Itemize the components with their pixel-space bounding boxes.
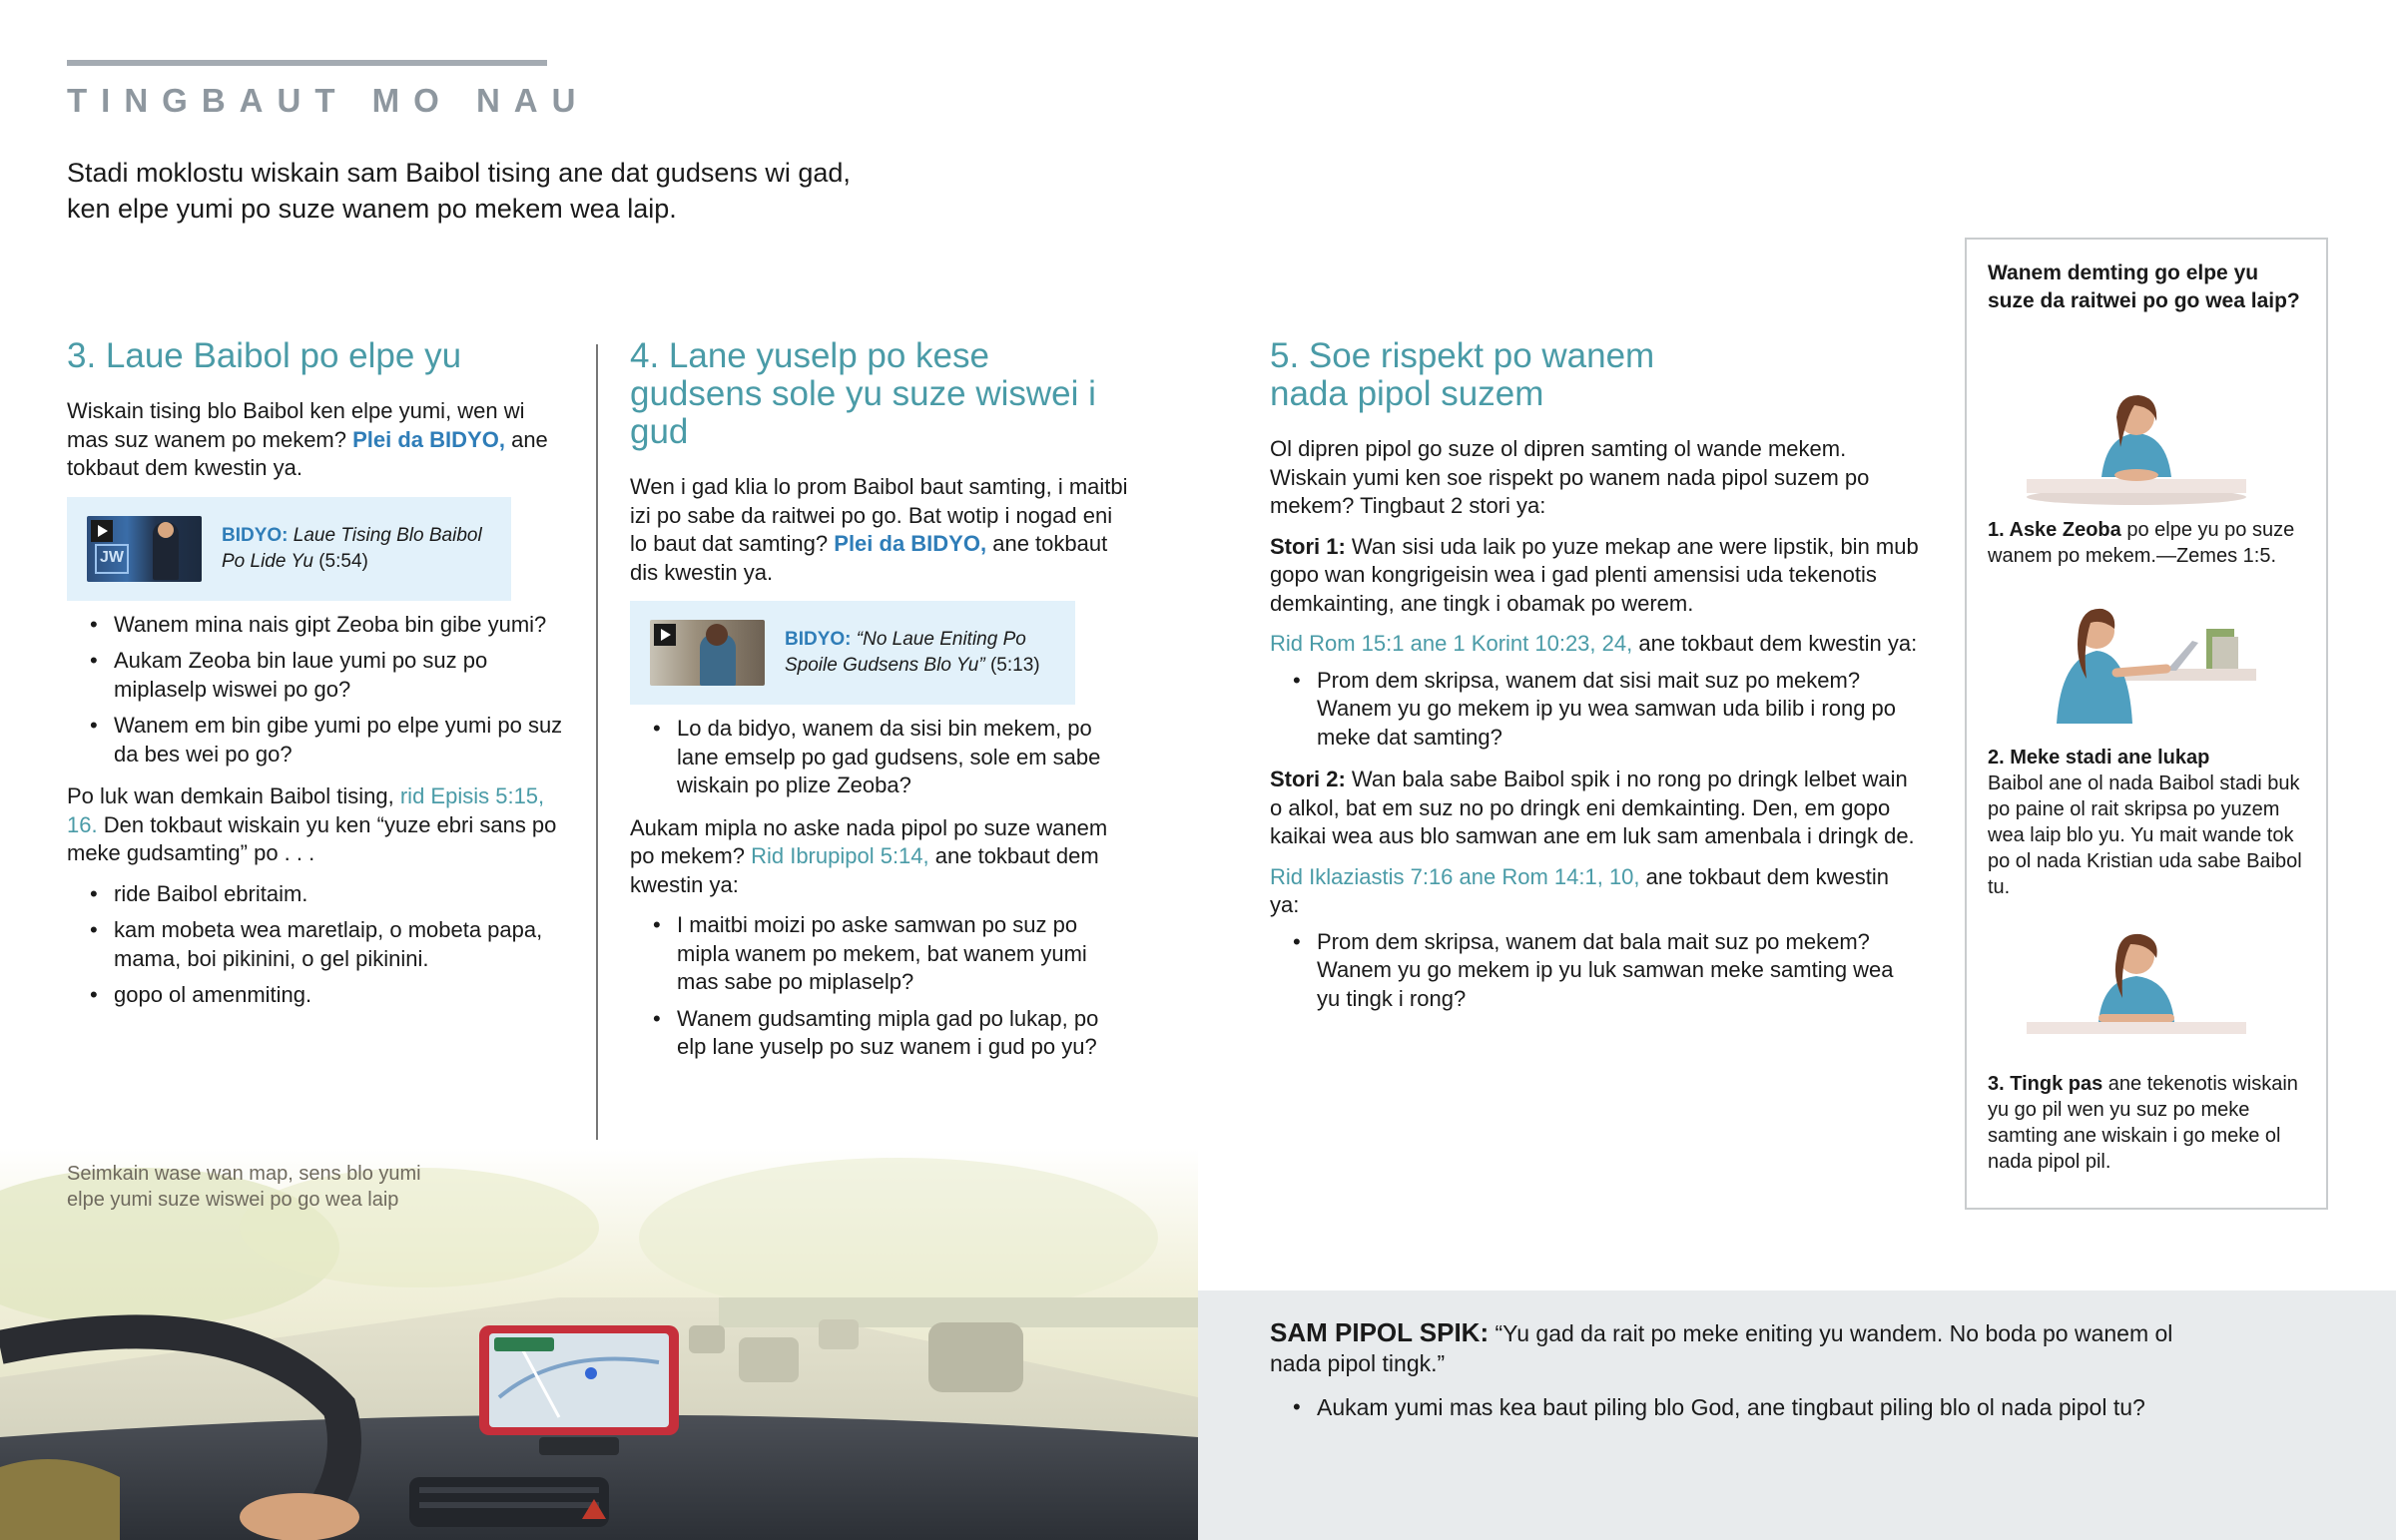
step-2-text: Baibol ane ol nada Baibol stadi buk po paine ol rait skripsa po yuzem wea laip blo yu. Yu mait wande tok po ol nada Kristian uda sabe Baibol tu. [1988, 772, 2302, 898]
ref-2-end: ane tokbaut dem kwestin ya: [1270, 863, 1890, 917]
caption-line-2: elpe yumi suze wiswei po go wea laip [67, 1189, 399, 1211]
list-item: • gopo ol amenmiting. [114, 981, 566, 1010]
sidebar-step-2 [1988, 745, 2317, 900]
list-item: • Aukam yumi mas kea baut piling blo God, ane tingbaut piling blo ol nada pipol tu? [1317, 1392, 2218, 1422]
video-card-3[interactable] [67, 497, 511, 601]
scripture-link[interactable]: rid Episis 5:15, 16. [67, 783, 545, 837]
step-3-text: ane tekenotis wiskain yu go pil wen yu suz po meke samting ane wiskain i go meke ol nada pipol pil. [1988, 1073, 2298, 1173]
video-thumbnail[interactable] [87, 516, 202, 582]
section-5-title: 5. Soe rispekt po wanem nada pipol suzem [1270, 336, 1655, 413]
video-title: Laue Tising Blo Baibol Po Lide Yu [222, 524, 482, 572]
section-3-title: 3. Laue Baibol po elpe yu [67, 336, 462, 375]
page-kicker: TINGBAUT MO NAU [67, 82, 590, 119]
top-rule [67, 60, 547, 66]
story-1 [1270, 533, 1919, 619]
jw-logo-icon: JW [95, 544, 129, 574]
ref-2-para [1270, 863, 1919, 920]
story-2 [1270, 766, 1919, 851]
thinking-woman-illustration [2017, 918, 2256, 1048]
caption-line-1: Seimkain wase wan map, sens blo yumi [67, 1163, 421, 1185]
sidebar-step-3 [1988, 1071, 2317, 1175]
list-item: • Aukam Zeoba bin laue yumi po suz po miplaselp wiswei po go? [114, 647, 566, 704]
praying-woman-illustration [2017, 377, 2256, 507]
section-5 [1270, 337, 1919, 1027]
section-4-bullets-2 [630, 911, 1129, 1062]
ref-1-para [1270, 630, 1919, 659]
video-card-4[interactable] [630, 601, 1075, 705]
some-people-say-bullets [1270, 1392, 2218, 1422]
story-2-text: Wan bala sabe Baibol spik i no rong po dringk lelbet wain o alkol, bat em suz no po dringk eni demkainting. Den, em gopo kaikai wea aus blo samwan ane em luk sam amenbala i dringk de. [1270, 767, 1915, 848]
section-4-para-end: ane tokbaut dis kwestin ya. [630, 531, 1108, 585]
woman-head [706, 624, 728, 646]
story-2-label: Stori 2: [1270, 767, 1346, 791]
list-item: • I maitbi moizi po aske samwan po suz po mipla wanem po mekem, bat wanem yumi mas sabe po miplaselp? [677, 911, 1129, 997]
step-3-label: 3. Tingk pas [1988, 1073, 2103, 1095]
list-item: • Lo da bidyo, wanem da sisi bin mekem, po lane emselp po gad gudsens, sole em sabe wiskain po plize Zeoba? [677, 715, 1129, 800]
ref-1-end: ane tokbaut dem kwestin ya: [1638, 631, 1918, 656]
intro-line-2: ken elpe yumi po suze wanem po mekem wea laip. [67, 194, 677, 224]
section-4-para-text: Wen i gad klia lo prom Baibol baut samting, i maitbi izi po sabe da raitwei po go. Bat wotip i nogad eni lo baut dat samting? [630, 474, 1128, 556]
story-1-text: Wan sisi uda laik po yuze mekap ane were lipstik, bin mub gopo wan kongrigeisin wea i gad plenti amensisi uda tekenotis demkainting, ane tingk i obamak po werem. [1270, 533, 1919, 616]
speaker-head [158, 522, 174, 538]
play-icon[interactable] [654, 624, 676, 646]
list-item: • Wanem gudsamting mipla gad po lukap, po elp lane yuselp po suz wanem i gud po yu? [677, 1005, 1129, 1062]
section-4-para [630, 473, 1129, 587]
intro-text [67, 155, 965, 227]
video-3-text [222, 523, 491, 575]
column-divider [596, 344, 598, 1140]
list-item: • Wanem em bin gibe yumi po elpe yumi po suz da bes wei po go? [114, 712, 566, 769]
section-3-para-end: ane tokbaut dem kwestin ya. [67, 426, 548, 480]
section-3-para-2-text: Po luk wan demkain Baibol tising, [67, 783, 394, 808]
section-4 [630, 337, 1129, 1076]
illustration-caption [67, 1161, 486, 1213]
video-label: BIDYO: [785, 629, 852, 650]
section-3-bullets [67, 611, 566, 770]
video-label: BIDYO: [222, 524, 289, 546]
section-5-bullets-2 [1270, 928, 1919, 1014]
section-4-para-2-text: Aukam mipla no aske nada pipol po suze wanem po mekem? [630, 814, 1108, 868]
video-duration: (5:13) [989, 655, 1040, 676]
section-4-para-2 [630, 814, 1129, 900]
list-item: • Prom dem skripsa, wanem dat bala mait suz po mekem? Wanem yu go mekem ip yu luk samwan meke samting wea yu tingk i rong? [1317, 928, 1919, 1014]
play-icon[interactable] [91, 520, 113, 542]
sidebar-box [1965, 238, 2328, 1210]
list-item: • ride Baibol ebritaim. [114, 880, 566, 909]
intro-line-1: Stadi moklostu wiskain sam Baibol tising ane dat gudsens wi gad, [67, 158, 851, 188]
section-3-para-2-end: Den tokbaut wiskain yu ken “yuze ebri sans po meke gudsamting” po . . . [67, 811, 557, 865]
step-1-label: 1. Aske Zeoba [1988, 519, 2121, 541]
sidebar-step-1 [1988, 517, 2317, 569]
list-item: • Prom dem skripsa, wanem dat sisi mait suz po mekem? Wanem yu go mekem ip yu wea samwan uda bilib i rong po meke dat samting? [1317, 667, 1919, 753]
some-people-say-quote: “Yu gad da rait po meke eniting yu wandem. No boda po wanem ol nada pipol tingk.” [1270, 1320, 2173, 1376]
section-3-para [67, 397, 566, 483]
list-item: • kam mobeta wea maretlaip, o mobeta papa, mama, boi pikinini, o gel pikinini. [114, 916, 566, 973]
studying-woman-illustration [2017, 589, 2256, 729]
section-5-bullets-1 [1270, 667, 1919, 753]
step-2-label: 2. Meke stadi ane lukap [1988, 747, 2210, 769]
scripture-link[interactable]: Rid Rom 15:1 ane 1 Korint 10:23, 24, [1270, 631, 1633, 656]
some-people-say [1270, 1317, 2218, 1436]
scripture-link[interactable]: Rid Ibrupipol 5:14, [751, 843, 929, 868]
list-item: • Wanem mina nais gipt Zeoba bin gibe yumi? [114, 611, 566, 640]
section-3-bullets-2 [67, 880, 566, 1010]
quote-block [1270, 1317, 2218, 1378]
section-3-para-text: Wiskain tising blo Baibol ken elpe yumi, wen wi mas suz wanem po mekem? [67, 398, 525, 452]
section-4-para-2-end: ane tokbaut dem kwestin ya: [630, 843, 1099, 897]
step-1-text: po elpe yu po suze wanem po mekem.—Zemes 1:5. [1988, 519, 2295, 567]
scripture-link[interactable]: Rid Iklaziastis 7:16 ane Rom 14:1, 10, [1270, 863, 1640, 889]
video-thumbnail[interactable] [650, 620, 765, 686]
section-4-bullets [630, 715, 1129, 800]
play-video-link[interactable]: Plei da BIDYO, [352, 426, 505, 452]
story-1-label: Stori 1: [1270, 533, 1346, 559]
video-title: “No Laue Eniting Po Spoile Gudsens Blo Yu” [785, 629, 1026, 676]
video-duration: (5:54) [318, 550, 368, 572]
play-video-link[interactable]: Plei da BIDYO, [834, 531, 987, 556]
section-4-title: 4. Lane yuselp po kese gudsens sole yu suze wiswei i gud [630, 336, 1096, 451]
some-people-say-label: SAM PIPOL SPIK: [1270, 1317, 1490, 1347]
sidebar-title: Wanem demting go elpe yu suze da raitwei po go wea laip? [1988, 261, 2300, 312]
section-3-para-2 [67, 782, 566, 868]
section-3 [67, 337, 566, 1024]
video-4-text [785, 627, 1055, 679]
section-5-intro: Ol dipren pipol go suze ol dipren samting ol wande mekem. Wiskain yumi ken soe rispekt po wanem nada pipol suzem po mekem? Tingbaut 2 stori ya: [1270, 436, 1870, 518]
